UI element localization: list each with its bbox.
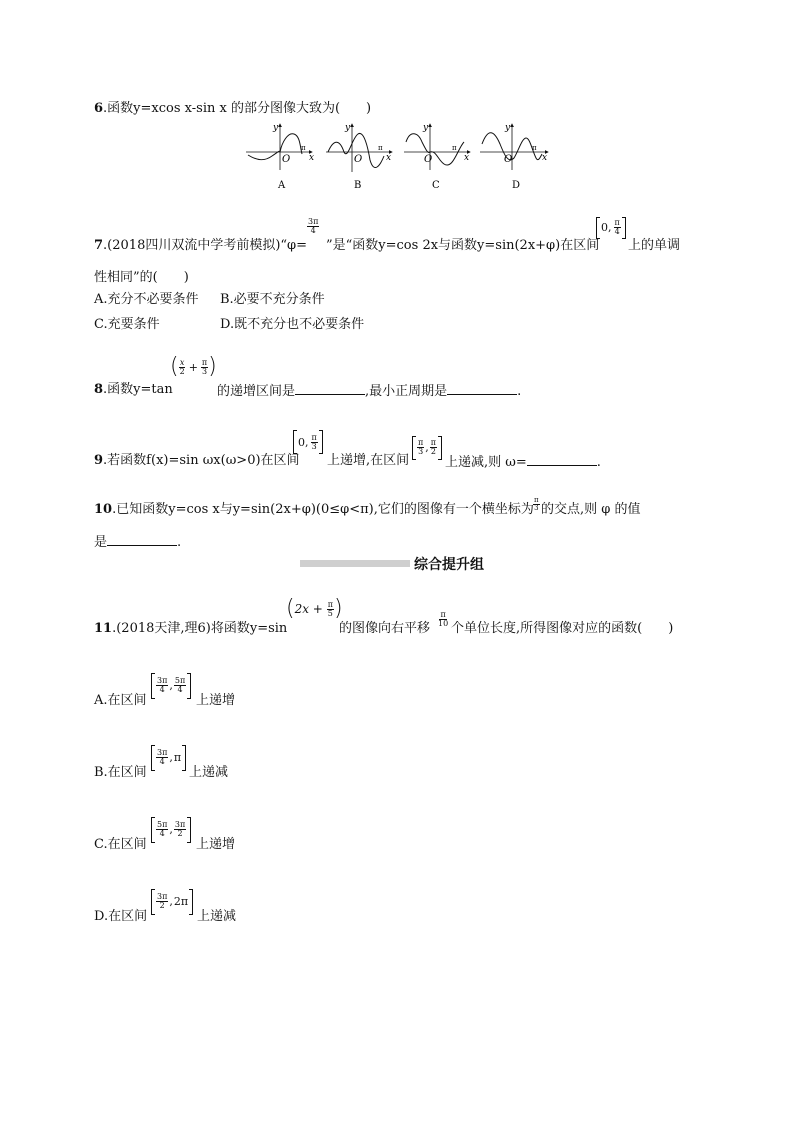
q7-option-d-text: D.既不充分也不必要条件 xyxy=(220,317,365,332)
q9-middle-text: 上递增,在区间 xyxy=(327,453,410,468)
q11-arg-den: 5 xyxy=(327,608,333,618)
q11-option-b-suffix xyxy=(189,765,228,781)
q11-option-c xyxy=(94,837,147,853)
q11-b-a-den: 4 xyxy=(159,757,165,766)
q11-c-b-num: 3π xyxy=(174,820,186,829)
q11-middle xyxy=(339,621,430,637)
q10-line2-text: 是 xyxy=(94,535,108,550)
q11-arg: 2x + xyxy=(294,602,327,616)
q7-interval-num: π xyxy=(614,218,620,227)
q7-phi-num: 3π xyxy=(308,217,319,226)
q10-line1-end xyxy=(541,502,641,518)
q11-shift-fraction xyxy=(437,609,449,628)
q8-arg-pi-num: π xyxy=(201,357,208,367)
q10-number: 10 xyxy=(94,502,113,517)
q11-option-d-suffix xyxy=(197,909,236,925)
q10-frac-den: 3 xyxy=(534,504,539,512)
section-title-text: 综合提升组 xyxy=(414,557,484,573)
q10-frac-num: π xyxy=(534,496,539,504)
q9-int1-den: 3 xyxy=(311,441,317,451)
q11-option-d xyxy=(94,909,147,925)
graph-d-label: D xyxy=(512,180,521,191)
q11-option-d-interval: $\frac{3\pi}{2}$ , 2π xyxy=(151,884,193,915)
q7-line1 xyxy=(94,238,307,254)
q7-suffix xyxy=(628,238,680,254)
q11-option-b xyxy=(94,765,147,781)
graph-b-pi: π xyxy=(378,144,383,152)
q7-suffix-text: 上的单调 xyxy=(628,238,681,253)
q7-option-b xyxy=(220,292,325,308)
q9-int1-left: 0, xyxy=(298,435,309,449)
graph-c-x-label: x xyxy=(464,153,470,163)
q6-text: .函数y=xcos x-sin x 的部分图像大致为( ) xyxy=(103,101,372,116)
q9-int2-den2: 2 xyxy=(430,447,436,456)
graph-b xyxy=(326,123,392,191)
q9-end: . xyxy=(596,455,601,470)
q7-phi-fraction xyxy=(307,216,319,235)
q8-blank-period[interactable] xyxy=(447,382,517,395)
q10-fraction xyxy=(533,494,540,513)
graph-c-label: C xyxy=(432,180,440,191)
q11-shift-den: 10 xyxy=(438,619,449,628)
q6-stem xyxy=(94,101,371,117)
q11-option-a-prefix: A.在区间 xyxy=(94,693,147,708)
q11-option-c-suffix xyxy=(196,837,235,853)
q7-option-b-text: B.必要不充分条件 xyxy=(220,292,325,307)
graph-a-pi: π xyxy=(301,144,306,152)
graph-d xyxy=(480,123,548,191)
q7-phi-den: 4 xyxy=(310,226,316,235)
q6-graphs xyxy=(240,120,560,194)
q11-option-d-prefix: D.在区间 xyxy=(94,909,148,924)
graph-c xyxy=(404,123,470,191)
q9-int2-den1: 3 xyxy=(418,447,424,456)
q11-prefix-text: .(2018天津,理6)将函数y=sin xyxy=(112,621,288,636)
q10-blank-phi[interactable] xyxy=(107,533,177,546)
q11-a-a-den: 4 xyxy=(159,685,165,694)
q11-option-c-prefix: C.在区间 xyxy=(94,837,147,852)
q11-prefix xyxy=(94,621,287,637)
graph-d-x-label: x xyxy=(542,153,548,163)
graph-b-origin: O xyxy=(354,154,363,165)
graph-c-pi: π xyxy=(452,144,457,152)
q10-text: .已知函数y=cos x与y=sin(2x+φ)(0≤φ<π),它们的图像有一个横坐标为 xyxy=(112,502,534,517)
q11-c-a-num: 5π xyxy=(157,820,168,829)
q8-middle2: ,最小正周期是 xyxy=(365,384,448,399)
q8-arg-x-num: x xyxy=(179,357,185,367)
graph-b-y-label: y xyxy=(345,123,351,133)
section-title xyxy=(414,554,484,574)
q8-rest xyxy=(217,382,521,400)
q9-interval2: $\frac{\pi}{3}$ , $\frac{\pi}{2}$ xyxy=(412,430,442,460)
graph-a-label: A xyxy=(278,180,286,191)
graph-c-origin: O xyxy=(424,154,433,165)
q11-option-b-prefix: B.在区间 xyxy=(94,765,147,780)
graph-a-y-label: y xyxy=(273,123,279,133)
q11-option-a xyxy=(94,693,147,709)
q8-argument: ( $\frac{x}{2}$ + $\frac{\pi}{3}$ ) xyxy=(170,354,217,379)
q11-suffix xyxy=(451,621,673,637)
graph-d-origin: O xyxy=(504,154,513,165)
q8-prefix-text: .函数y=tan xyxy=(103,382,173,397)
q11-a-b-den: 4 xyxy=(177,685,183,694)
q11-middle-text: 的图像向右平移 xyxy=(339,621,431,636)
graph-a-x-label: x xyxy=(309,153,315,163)
q10-end: . xyxy=(177,535,182,550)
q9-prefix-text: .若函数f(x)=sin ωx(ω>0)在区间 xyxy=(103,453,300,468)
q9-suffix xyxy=(445,453,601,471)
q9-number: 9 xyxy=(94,453,104,468)
q9-int2-num2: π xyxy=(430,438,437,447)
q8-arg-pi-den: 3 xyxy=(201,366,208,376)
q8-number: 8 xyxy=(94,382,104,397)
q7-middle xyxy=(326,238,599,254)
q7-option-a xyxy=(94,292,199,308)
graph-b-x-label: x xyxy=(386,153,392,163)
graph-a xyxy=(246,123,314,191)
q10-line2 xyxy=(94,533,181,551)
q8-arg-x-den: 2 xyxy=(179,366,185,376)
q11-c-a-den: 4 xyxy=(159,829,165,838)
q8-plus: + xyxy=(188,360,198,374)
q11-option-c-suffix-text: 上递增 xyxy=(196,837,236,852)
q11-d-a-num: 3π xyxy=(157,892,168,901)
q9-int1-num: π xyxy=(311,432,317,442)
q11-suffix-text: 个单位长度,所得图像对应的函数( ) xyxy=(451,621,674,636)
q11-option-d-suffix-text: 上递减 xyxy=(197,909,237,924)
graph-d-pi: π xyxy=(532,144,537,152)
q11-d-b-plain: 2π xyxy=(173,895,189,908)
q8-end: . xyxy=(517,384,522,399)
q9-suffix-text: 上递减,则 ω= xyxy=(445,455,527,470)
q8-blank-interval[interactable] xyxy=(295,382,365,395)
q9-blank-omega[interactable] xyxy=(527,453,597,466)
q11-a-b-num: 5π xyxy=(174,676,186,685)
q11-option-a-interval: $\frac{3\pi}{4}$ , $\frac{5\pi}{4}$ xyxy=(151,668,191,699)
q11-b-b-plain: π xyxy=(173,751,182,764)
q7-option-d xyxy=(220,317,364,333)
q7-prefix: .(2018四川双流中学考前模拟)“φ= xyxy=(103,238,308,253)
q7-number: 7 xyxy=(94,238,104,253)
q11-b-a-num: 3π xyxy=(157,748,168,757)
graph-c-y-label: y xyxy=(423,123,429,133)
q9-int2-num1: π xyxy=(418,438,424,447)
q10-text2: 的交点,则 φ 的值 xyxy=(541,502,641,517)
q8-prefix xyxy=(94,382,173,398)
q8-middle: 的递增区间是 xyxy=(217,384,296,399)
q9-prefix xyxy=(94,453,300,469)
q11-d-a-den: 2 xyxy=(159,901,165,910)
q11-option-c-interval: $\frac{5\pi}{4}$ , $\frac{3\pi}{2}$ xyxy=(151,812,191,843)
q7-middle-text: ”是“函数y=cos 2x与函数y=sin(2x+φ)在区间 xyxy=(326,238,600,253)
q11-argument: ( 2x + $\frac{\pi}{5}$ ) xyxy=(286,596,343,621)
q10-line1 xyxy=(94,502,534,518)
graph-b-label: B xyxy=(354,180,362,191)
q9-interval1 xyxy=(293,430,323,454)
q7-interval xyxy=(596,216,626,240)
q7-option-c xyxy=(94,317,160,333)
q11-number: 11 xyxy=(94,621,113,636)
q11-option-a-suffix-text: 上递增 xyxy=(196,693,236,708)
q11-option-b-interval: $\frac{3\pi}{4}$ , π xyxy=(151,740,186,771)
q11-option-a-suffix xyxy=(196,693,235,709)
q7-interval-left: 0, xyxy=(601,221,612,234)
q11-arg-num: π xyxy=(327,599,333,609)
q11-option-b-suffix-text: 上递减 xyxy=(189,765,229,780)
q9-middle xyxy=(327,453,409,469)
graph-d-y-label: y xyxy=(505,123,511,133)
q7-option-c-text: C.充要条件 xyxy=(94,317,160,332)
q11-c-b-den: 2 xyxy=(177,829,183,838)
graph-a-origin: O xyxy=(282,154,291,165)
q7-interval-den: 4 xyxy=(614,227,620,236)
section-bar xyxy=(300,560,410,567)
q7-line2-text: 性相同”的( ) xyxy=(94,270,189,285)
q7-line2 xyxy=(94,270,189,286)
q11-shift-num: π xyxy=(440,610,446,619)
q11-a-a-num: 3π xyxy=(157,676,168,685)
q7-option-a-text: A.充分不必要条件 xyxy=(94,292,199,307)
q6-number: 6 xyxy=(94,101,104,116)
